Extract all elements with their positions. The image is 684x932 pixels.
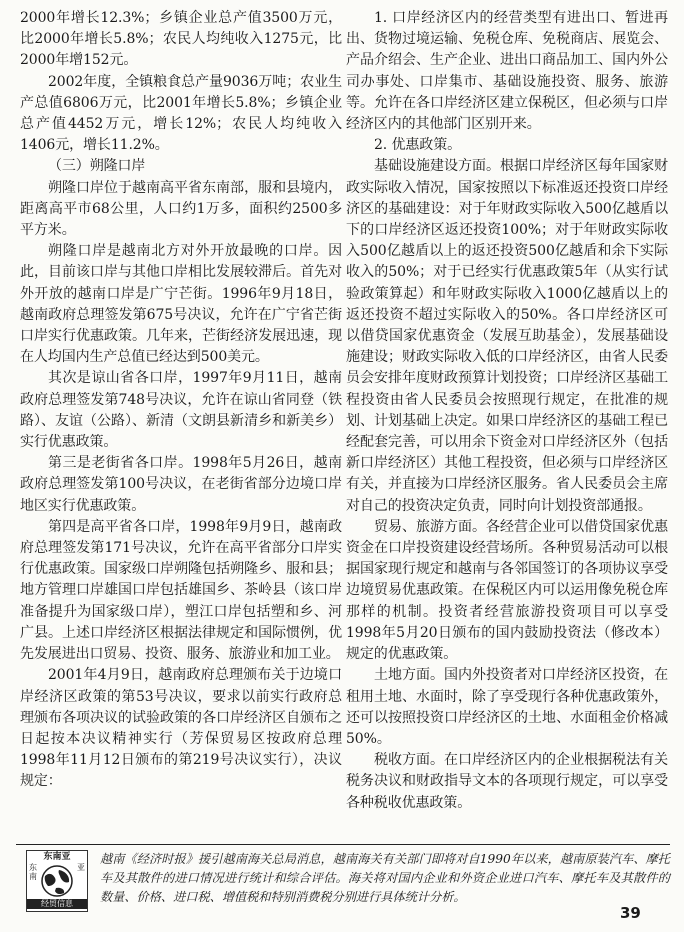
logo-bottom-text: 经贸信息 xyxy=(27,899,87,909)
paragraph: 2000年增长12.3%；乡镇企业总产值3500万元，比2000年增长5.8%；农民人均纯收入1275元，比2000年增152元。 xyxy=(20,10,342,69)
paragraph: 第三是老街省各口岸。1998年5月26日，越南政府总理签发第100号决议，在老街省部分边境口岸地区实行优惠政策。 xyxy=(20,455,342,514)
section-heading: （三）朔隆口岸 xyxy=(48,158,146,175)
logo-left-text: 东南 xyxy=(29,863,37,881)
paragraph: 其次是谅山省各口岸，1997年9月11日，越南政府总理签发第748号决议，允许在谅山省同登（铁路）、友谊（公路）、新清（文朗县新清乡和新美乡）实行优惠政策。 xyxy=(20,370,342,451)
paragraph: 1. 口岸经济区内的经营类型有进出口、暂进再出、货物过境运输、免税仓库、免税商店、展览会、产品介绍会、生产企业、进出口商品加工、国内外公司办事处、口岸集市、基础设施投资、服务、旅游等。允许在各口岸经济区建立保税区，但必须与口岸经济区内的其他部门区别开来。 xyxy=(346,10,668,133)
paragraph: 2002年度，全镇粮食总产量9036万吨；农业生产总值6806万元，比2001年增长5.8%；乡镇企业总产值4452万元，增长12%；农民人均纯收入1406元，增长11.2%。 xyxy=(20,73,342,154)
paragraph: 朔隆口岸位于越南高平省东南部，服和县境内，距离高平市68公里，人口约1万多，面积约2500多平方米。 xyxy=(20,179,342,239)
page-number: 39 xyxy=(620,904,641,922)
right-column xyxy=(346,8,668,814)
logo-top-text: 东南亚 xyxy=(43,852,71,862)
paragraph: 第四是高平省各口岸，1998年9月9日，越南政府总理签发第171号决议，允许在高平省部分口岸实行优惠政策。国家级口岸朔隆包括朔隆乡、服和县；地方管理口岸雄国口岸包括雄国乡、茶岭县（该口岸准备提升为国家级口岸），塑江口岸包括塑和乡、河广县。上述口岸经济区根据法律规定和国际惯例，优先发展进出口贸易、投资、服务、旅游业和加工业。 xyxy=(20,518,342,663)
footer-note: 越南《经济时报》援引越南海关总局消息，越南海关有关部门即将对自1990年以来，越南原装汽车、摩托车及其散件的进口情况进行统计和综合评估。海关将对国内企业和外资企业进口汽车、摩托车及其散件的数量、价格、进口税、增值税和特别消费税分别进行具体统计分析。 xyxy=(100,852,670,904)
footer-news-box xyxy=(16,844,670,920)
section-heading: 2. 优惠政策。 xyxy=(374,137,462,154)
paragraph: 基础设施建设方面。根据口岸经济区每年国家财政实际收入情况，国家按照以下标准返还投资口岸经济区的基础建设：对于年财政实际收入500亿越盾以下的口岸经济区返还投资100%；对于年财政实际收入500亿越盾以上的返还投资500亿越盾和余下实际收入的50%；对于已经实行优惠政策5年（从实行试验政策算起）和年财政实际收入1000亿越盾以上的返还投资不超过实际收入的50%。各口岸经济区可以借贷国家优惠资金（发展互助基金），发展基础设施建设；财政实际收入低的口岸经济区，由省人民委员会安排年度财政预算计划投资；口岸经济区基础工程投资由省人民委员会按照现行规定，在批准的规划、计划基础上决定。如果口岸经济区的基础工程已经配套完善，可以用余下资金对口岸经济区外（包括新口岸经济区）其他工程投资，但必须与口岸经济区有关，并直接为口岸经济区服务。省人民委员会主席对自己的投资决定负责，同时向计划投资部通报。 xyxy=(346,158,668,514)
paragraph: 2001年4月9日，越南政府总理颁布关于边境口岸经济区政策的第53号决议，要求以前实行政府总理颁布各项决议的试验政策的各口岸经济区自颁布之日起按本决议精神实行（芳保贸易区按政府总理1998年11月12日颁布的第219号决议实行），决议规定： xyxy=(20,667,342,790)
left-column xyxy=(20,8,342,793)
paragraph: 税收方面。在口岸经济区内的企业根据税法有关税务决议和财政指导文本的各项现行规定，可以享受各种税收优惠政策。 xyxy=(346,752,668,811)
footer-divider xyxy=(16,844,670,845)
logo-right-text: 亚 xyxy=(77,863,85,872)
column-logo xyxy=(26,850,88,912)
paragraph: 土地方面。国内外投资者对口岸经济区投资，在租用土地、水面时，除了享受现行各种优惠政策外，还可以按照投资口岸经济区的土地、水面租金价格减50%。 xyxy=(346,667,668,747)
globe-icon xyxy=(39,864,75,898)
paragraph: 贸易、旅游方面。各经营企业可以借贷国家优惠资金在口岸投资建设经营场所。各种贸易活动可以根据国家现行规定和越南与各邻国签订的各项协议享受边境贸易优惠政策。在保税区内可以运用像免税仓库那样的机制。投资者经营旅游投资项目可以享受1998年5月20日颁布的国内鼓励投资法（修改本）规定的优惠政策。 xyxy=(346,518,668,663)
paragraph: 朔隆口岸是越南北方对外开放最晚的口岸。因此，目前该口岸与其他口岸相比发展较滞后。首先对外开放的越南口岸是广宁芒街。1996年9月18日，越南政府总理签发第675号决议，允许在广宁省芒街口岸实行优惠政策。几年来，芒街经济发展迅速，现在人均国内生产总值已经达到500美元。 xyxy=(20,243,342,366)
